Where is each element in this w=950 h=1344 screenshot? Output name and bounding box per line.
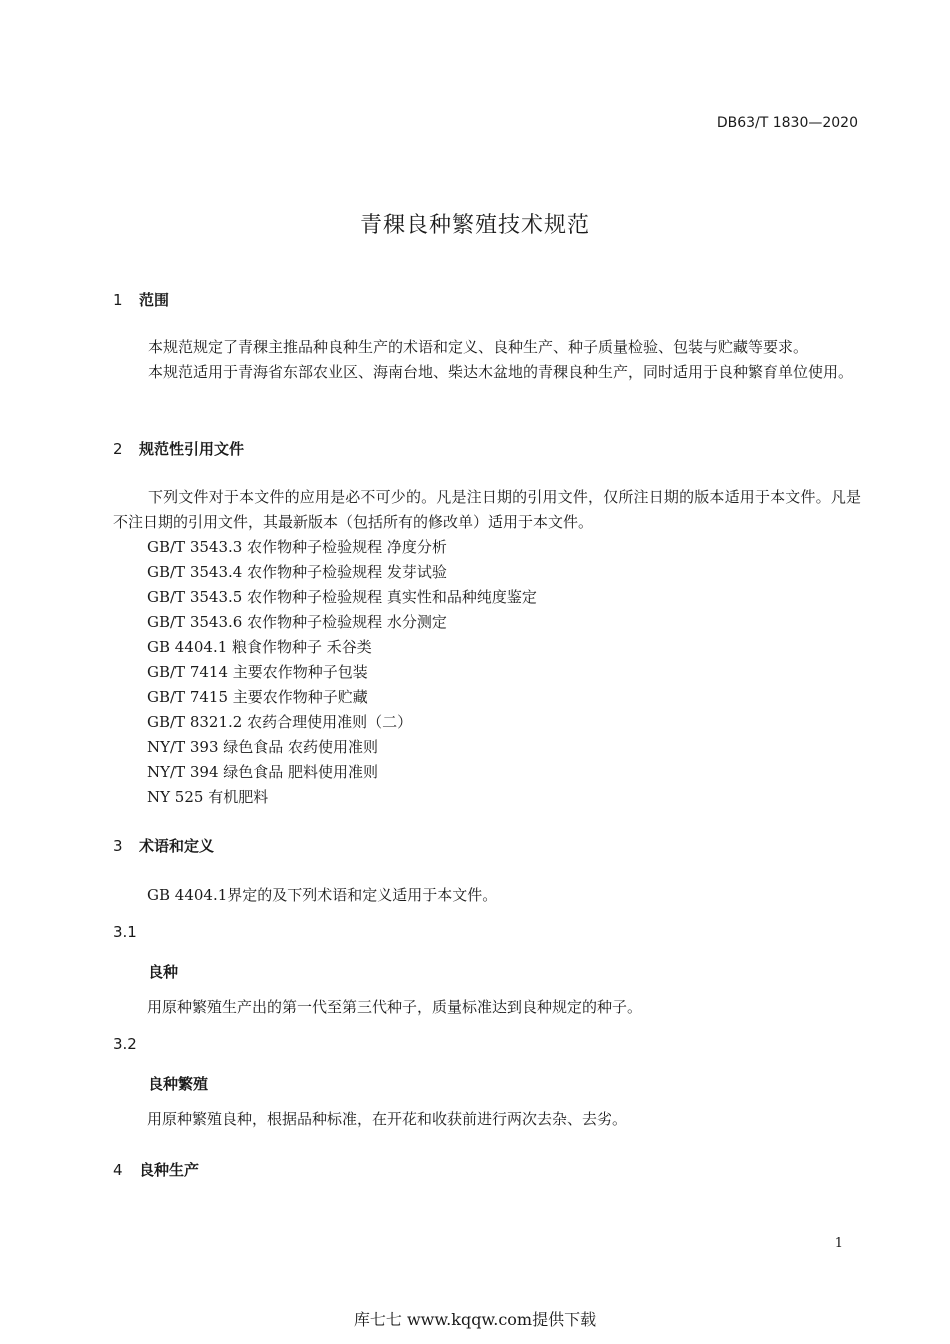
reference-item: GB/T 3543.3 农作物种子检验规程 净度分析 [147, 538, 447, 556]
reference-item: GB/T 8321.2 农药合理使用准则（二） [147, 713, 413, 731]
term-3-1-definition: 用原种繁殖生产出的第一代至第三代种子，质量标准达到良种规定的种子。 [147, 998, 643, 1016]
page-number: 1 [834, 1236, 843, 1251]
section-number: 4 [113, 1161, 123, 1179]
section-title: 术语和定义 [139, 837, 215, 855]
section-title: 良种生产 [139, 1161, 200, 1179]
section-title: 范围 [139, 291, 170, 309]
reference-item: GB/T 7414 主要农作物种子包装 [147, 663, 368, 681]
term-3-2-definition: 用原种繁殖良种，根据品种标准，在开花和收获前进行两次去杂、去劣。 [147, 1110, 628, 1128]
section-3-heading [113, 835, 214, 856]
section-number: 1 [113, 291, 123, 309]
download-footer: 库七七 www.kqqw.com提供下载 [353, 1310, 597, 1329]
term-3-2-title: 良种繁殖 [148, 1075, 209, 1093]
section-4-heading [113, 1159, 199, 1180]
term-3-1-number: 3.1 [113, 923, 137, 941]
standard-code: DB63/T 1830—2020 [716, 115, 858, 131]
reference-item: GB/T 3543.5 农作物种子检验规程 真实性和品种纯度鉴定 [147, 588, 537, 606]
section-title: 规范性引用文件 [139, 440, 245, 458]
term-3-1-title: 良种 [148, 963, 179, 981]
section-2-paragraph-1: 下列文件对于本文件的应用是必不可少的。凡是注日期的引用文件，仅所注日期的版本适用于本文件。凡是不注日期的引用文件，其最新版本（包括所有的修改单）适用于本文件。 [113, 488, 861, 531]
document-title: 青稞良种繁殖技术规范 [359, 213, 590, 238]
reference-item: GB 4404.1 粮食作物种子 禾谷类 [147, 638, 372, 656]
reference-item: NY/T 394 绿色食品 肥料使用准则 [147, 763, 379, 781]
reference-item: GB/T 3543.6 农作物种子检验规程 水分测定 [147, 613, 447, 631]
normative-reference-list [147, 535, 537, 810]
reference-item: GB/T 7415 主要农作物种子贮藏 [147, 688, 368, 706]
reference-item: NY 525 有机肥料 [147, 788, 269, 806]
reference-item: NY/T 393 绿色食品 农药使用准则 [147, 738, 379, 756]
section-1-paragraph-1: 本规范规定了青稞主推品种良种生产的术语和定义、良种生产、种子质量检验、包装与贮藏等要求。 [148, 338, 809, 356]
reference-item: GB/T 3543.4 农作物种子检验规程 发芽试验 [147, 563, 447, 581]
section-3-paragraph-1: GB 4404.1界定的及下列术语和定义适用于本文件。 [147, 886, 498, 904]
section-1-paragraph-2: 本规范适用于青海省东部农业区、海南台地、柴达木盆地的青稞良种生产，同时适用于良种繁育单位使用。 [148, 363, 854, 381]
term-3-2-number: 3.2 [113, 1035, 137, 1053]
section-number: 2 [113, 440, 123, 458]
section-2-heading [113, 438, 244, 459]
section-number: 3 [113, 837, 123, 855]
section-1-heading [113, 289, 169, 310]
